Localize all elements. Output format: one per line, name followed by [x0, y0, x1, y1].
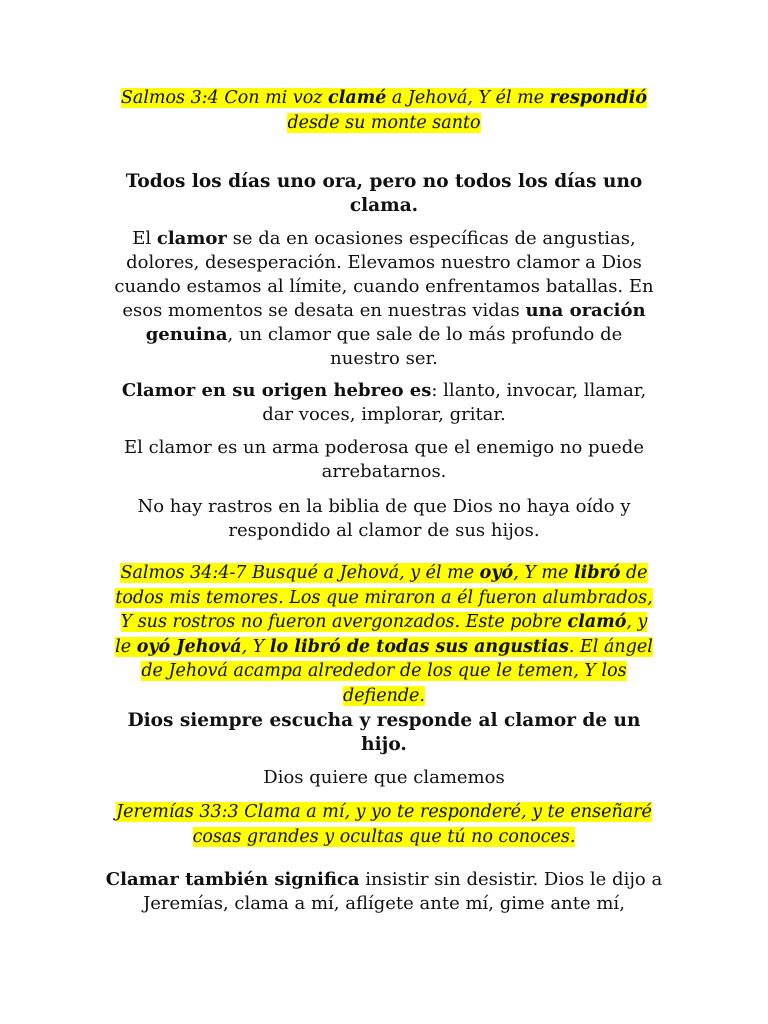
para-text: se da en ocasiones específicas de angustias, dolores, desesperación. Elevamos nuestro clamor a Dios cuando estamos al límite, cuando enfrentamos batallas. En esos momentos se desata en nuestras vidas [114, 228, 654, 321]
highlighted-verse: Jeremías 33:3 Clama a mí, y yo te responderé, y te enseñaré cosas grandes y ocultas que tú no conoces. [116, 802, 652, 847]
paragraph-arma-poderosa: El clamor es un arma poderosa que el enemigo no puede arrebatarnos. [124, 437, 644, 482]
verse-salmos-34-4-7 [110, 561, 658, 708]
para-text: , un clamor que sale de lo más profundo de nuestro ser. [227, 324, 623, 369]
verse-bold: clamó [567, 612, 627, 632]
verse-text: , Y me [513, 563, 574, 583]
verse-bold: oyó [479, 563, 514, 583]
paragraph-rastros-biblia: No hay rastros en la biblia de que Dios no haya oído y respondido al clamor de sus hijos. [137, 496, 631, 541]
verse-bold: clamé [328, 88, 387, 108]
para-bold: Clamar también significa [105, 869, 360, 890]
para-text: El [132, 228, 157, 249]
verse-bold: libró [573, 563, 621, 583]
heading-todos-los-dias: Todos los días uno ora, pero no todos los días uno clama. [125, 171, 643, 216]
verse-text: Salmos 3:4 Con mi voz [120, 88, 329, 108]
para-bold: una oración genuina [145, 300, 646, 345]
paragraph-clamor [108, 227, 660, 371]
para-text: insistir sin desistir. Dios le dijo a Jeremías, clama a mí, aflígete ante mí, gime ante mí, [143, 869, 663, 914]
paragraph-dios-quiere: Dios quiere que clamemos [263, 767, 505, 788]
verse-text: , Y [241, 636, 270, 657]
para-bold: clamor [156, 228, 227, 249]
heading-dios-escucha: Dios siempre escucha y responde al clamor de un hijo. [127, 710, 641, 755]
highlighted-verse [115, 563, 653, 706]
verse-text: . El ángel de Jehová acampa alrededor de los que le temen, Y los defiende. [141, 636, 653, 706]
verse-bold: oyó Jehová [136, 636, 242, 657]
verse-salmos-3-4 [104, 86, 664, 135]
verse-text: Salmos 34:4-7 Busqué a Jehová, y él me [120, 563, 480, 583]
para-text: : llanto, invocar, llamar, dar voces, implorar, gritar. [262, 380, 647, 425]
verse-text: a Jehová, Y él me [386, 88, 550, 108]
verse-bold: lo libró de todas sus angustias [269, 636, 569, 657]
verse-text: desde su monte santo [287, 112, 481, 133]
verse-text: de todos mis temores. Los que miraron a él fueron alumbrados, Y sus rostros no fueron avergonzados. Este pobre [115, 563, 653, 632]
verse-jeremias-33-3 [110, 800, 658, 849]
paragraph-clamar-significa [104, 868, 664, 916]
highlighted-verse [121, 88, 647, 133]
verse-text: , y le [115, 612, 648, 657]
paragraph-origen-hebreo [108, 379, 660, 427]
para-bold: Clamor en su origen hebreo es [121, 380, 432, 401]
verse-bold: respondió [549, 88, 648, 108]
